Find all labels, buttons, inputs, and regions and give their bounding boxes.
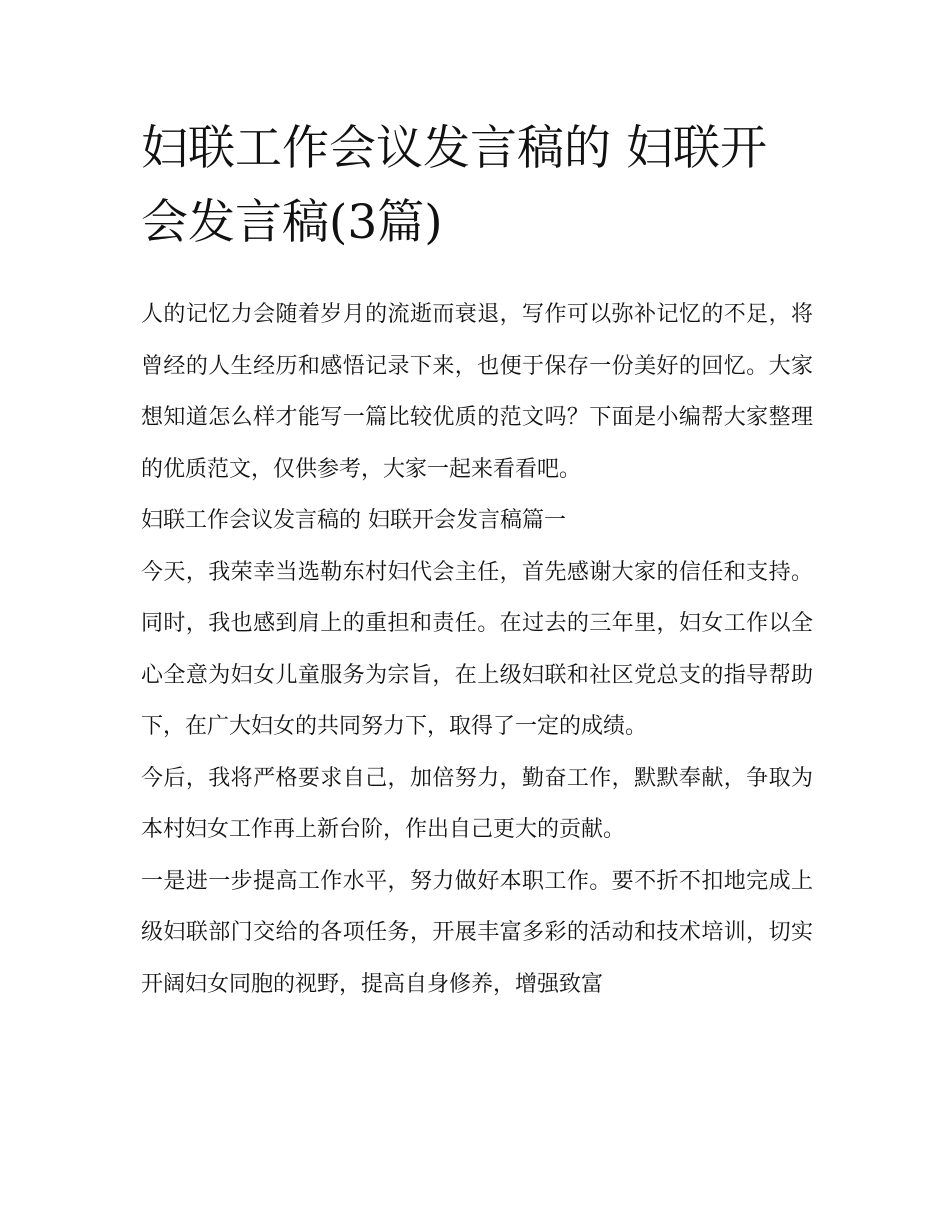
document-title: 妇联工作会议发言稿的 妇联开会发言稿(3篇): [141, 121, 767, 250]
document-page: [141, 112, 813, 1010]
paragraph-body: 今后，我将严格要求自己，加倍努力，勤奋工作，默默奉献，争取为本村妇女工作再上新台阶，作出自己更大的贡献。: [141, 765, 813, 842]
paragraph-body: 今天，我荣幸当选勒东村妇代会主任，首先感谢大家的信任和支持。同时，我也感到肩上的重担和责任。在过去的三年里，妇女工作以全心全意为妇女儿童服务为宗旨，在上级妇联和社区党总支的指导帮助下，在广大妇女的共同努力下，取得了一定的成绩。: [141, 559, 813, 739]
paragraph-intro: 人的记忆力会随着岁月的流逝而衰退，写作可以弥补记忆的不足，将曾经的人生经历和感悟记录下来，也便于保存一份美好的回忆。大家想知道怎么样才能写一篇比较优质的范文吗？下面是小编帮大家整理的优质范文，仅供参考，大家一起来看看吧。: [141, 302, 813, 482]
section-heading: 妇联工作会议发言稿的 妇联开会发言稿篇一: [141, 508, 566, 533]
paragraph-body: 一是进一步提高工作水平，努力做好本职工作。要不折不扣地完成上级妇联部门交给的各项任务，开展丰富多彩的活动和技术培训，切实开阔妇女同胞的视野，提高自身修养，增强致富: [141, 868, 813, 997]
